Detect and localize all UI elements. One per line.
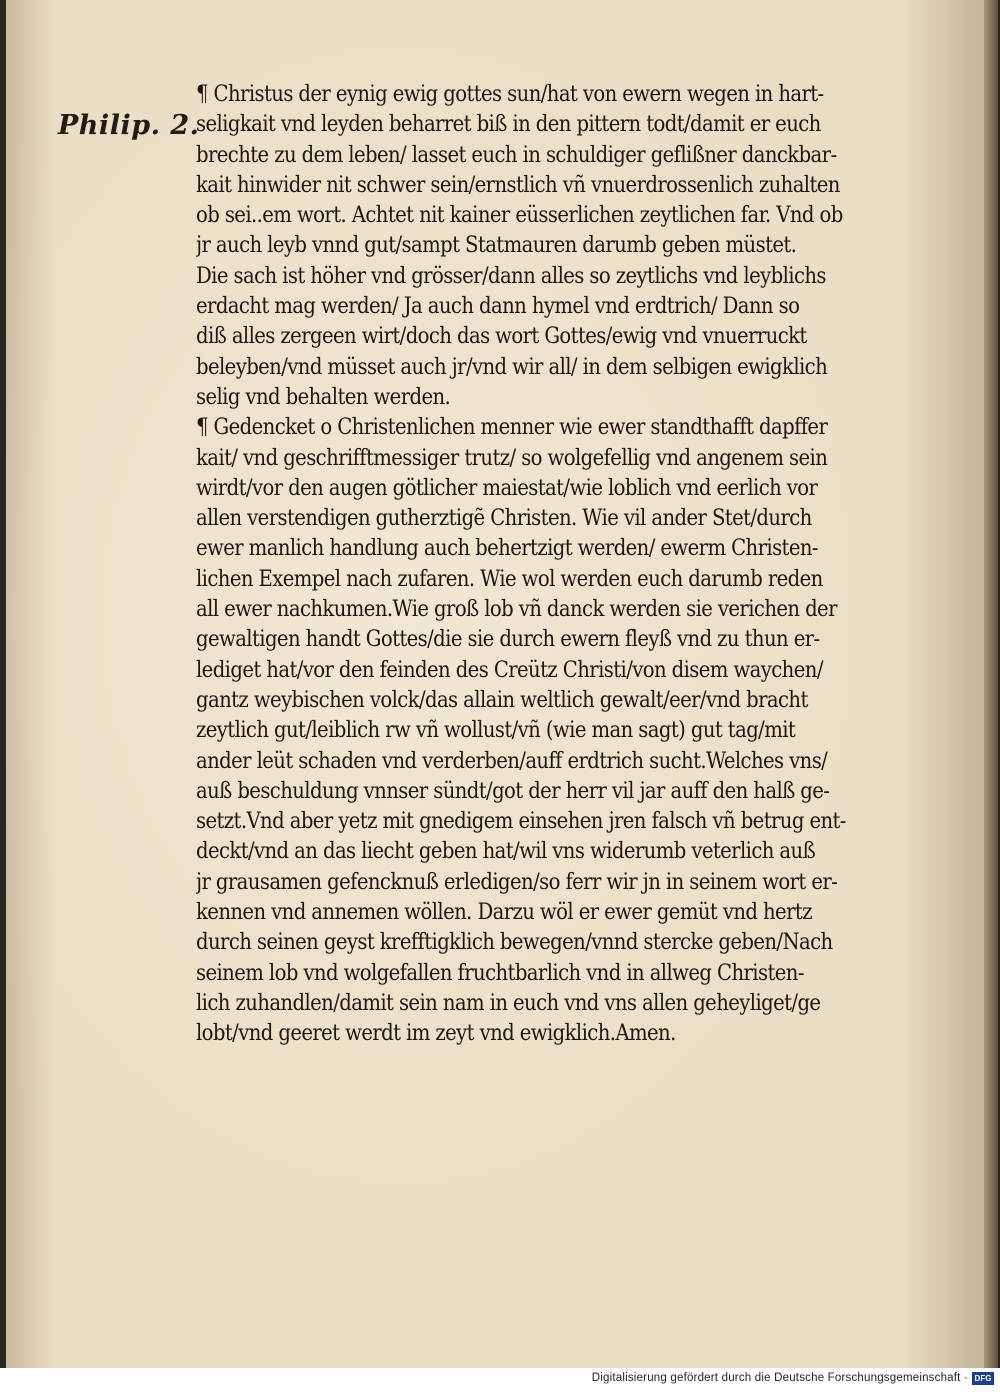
text-line: gantz weybischen volck/das allain weltlich gewalt/eer/vnd bracht <box>196 687 808 713</box>
text-line: kennen vnd annemen wöllen. Darzu wöl er ewer gemüt vnd hertz <box>196 900 812 926</box>
text-line: jr grausamen gefencknuß erledigen/so ferr wir jn in seinem wort er- <box>196 869 838 895</box>
text-line: kait/ vnd geschrifftmessiger trutz/ so wolgefellig vnd angenem sein <box>196 445 828 471</box>
text-line: gewaltigen handt Gottes/die sie durch ewern fleyß vnd zu thun er- <box>196 627 820 653</box>
page-edge <box>984 0 998 1368</box>
text-line: selig vnd behalten werden. <box>196 384 451 410</box>
text-line: diß alles zergeen wirt/doch das wort Gottes/ewig vnd vnuerruckt <box>196 324 807 350</box>
text-line: ander leüt schaden vnd verderben/auff erdtrich sucht.Welches vns/ <box>196 748 828 774</box>
dfg-logo-icon: DFG <box>972 1372 994 1385</box>
text-line: beleyben/vnd müsset auch jr/vnd wir all/ in dem selbigen ewigklich <box>196 354 828 380</box>
text-line: setzt.Vnd aber yetz mit gnedigem einsehen jren falsch vñ betrug ent- <box>196 809 846 835</box>
footer-credit: Digitalisierung gefördert durch die Deutsche Forschungsgemeinschaft · <box>591 1372 968 1384</box>
text-line: lobt/vnd geeret werdt im zeyt vnd ewigklich.Amen. <box>196 1021 676 1047</box>
text-line: brechte zu dem leben/ lasset euch in schuldiger geflißner danckbar- <box>196 142 837 168</box>
text-line: lediget hat/vor den feinden des Creütz Christi/von disem waychen/ <box>196 657 823 683</box>
body-text <box>196 80 952 1050</box>
text-line: seinem lob vnd wolgefallen fruchtbarlich vnd in allweg Christen- <box>196 960 804 986</box>
text-line: lichen Exempel nach zufaren. Wie wol werden euch darumb reden <box>196 566 823 592</box>
text-line: kait hinwider nit schwer sein/ernstlich vñ vnuerdrossenlich zuhalten <box>196 172 840 198</box>
text-line: seligkait vnd leyden beharret biß in den pittern todt/damit er euch <box>196 112 821 138</box>
text-line: Die sach ist höher vnd grösser/dann alles so zeytlichs vnd leyblichs <box>196 263 826 289</box>
text-line: auß beschuldung vnnser sündt/got der herr vil jar auff den halß ge- <box>196 778 830 804</box>
text-line: deckt/vnd an das liecht geben hat/wil vns widerumb veterlich auß <box>196 839 816 865</box>
text-line: durch seinen geyst krefftigklich bewegen/vnnd stercke geben/Nach <box>196 930 833 956</box>
text-line: ob sei..em wort. Achtet nit kainer eüsserlichen zeytlichen far. Vnd ob <box>196 203 843 229</box>
text-line: ¶ Christus der eynig ewig gottes sun/hat von ewern wegen in hart- <box>196 82 824 107</box>
footer-bar <box>0 1368 1000 1392</box>
text-line: erdacht mag werden/ Ja auch dann hymel vnd erdtrich/ Dann so <box>196 294 800 320</box>
text-line: jr auch leyb vnnd gut/sampt Statmauren darumb geben müstet. <box>196 233 797 259</box>
text-line: all ewer nachkumen.Wie groß lob vñ danck werden sie verichen der <box>196 597 837 623</box>
text-line: lich zuhandlen/damit sein nam in euch vnd vns allen geheyliget/ge <box>196 990 821 1016</box>
book-page <box>6 0 998 1368</box>
margin-note: Philip. 2. <box>58 110 200 141</box>
text-line: ¶ Gedencket o Christenlichen menner wie ewer standthafft dapffer <box>196 415 828 441</box>
text-line: zeytlich gut/leiblich rw vñ wollust/vñ (wie man sagt) gut tag/mit <box>196 718 796 744</box>
text-line: allen verstendigen gutherztigẽ Christen. Wie vil ander Stet/durch <box>196 506 812 532</box>
text-line: ewer manlich handlung auch behertzigt werden/ ewerm Christen- <box>196 536 818 562</box>
text-line: wirdt/vor den augen götlicher maiestat/wie loblich vnd eerlich vor <box>196 475 818 501</box>
